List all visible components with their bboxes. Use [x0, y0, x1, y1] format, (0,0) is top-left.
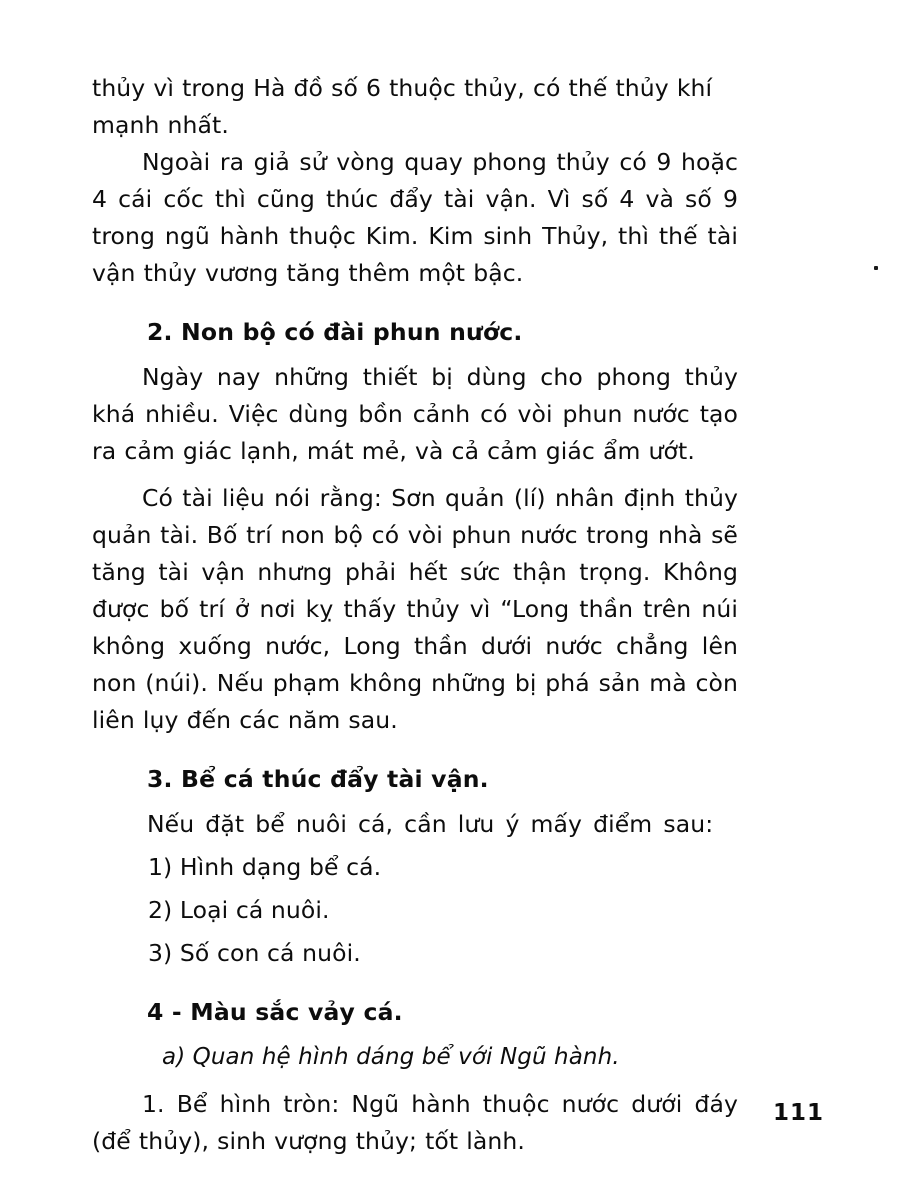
- paragraph-be-hinh-tron: 1. Bể hình tròn: Ngũ hành thuộc nước dưới đáy (để thủy), sinh vượng thủy; tốt lành.: [92, 1090, 738, 1155]
- list-item: 3) Số con cá nuôi.: [148, 939, 361, 967]
- paragraph-ngoai-ra: Ngoài ra giả sử vòng quay phong thủy có 9 hoặc 4 cái cốc thì cũng thúc đẩy tài vận. Vì số 4 và số 9 trong ngũ hành thuộc Kim. Kim sinh Thủy, thì thế tài vận thủy vương tăng thêm một bậc.: [92, 148, 738, 287]
- subheading-a-quan-he-hinh-dang: a) Quan hệ hình dáng bể với Ngũ hành.: [162, 1044, 620, 1070]
- list-intro-text: Nếu đặt bể nuôi cá, cần lưu ý mấy điểm sau:: [147, 810, 714, 838]
- page-number: 111: [772, 1100, 824, 1126]
- list-item: 1) Hình dạng bể cá.: [148, 853, 382, 881]
- paragraph-co-tai-lieu: Có tài liệu nói rằng: Sơn quản (lí) nhân định thủy quản tài. Bố trí non bộ có vòi phun nước trong nhà sẽ tăng tài vận nhưng phải hết sức thận trọng. Không được bố trí ở nơi kỵ thấy thủy vì “Long thần trên núi không xuống nước, Long thần dưới nước chẳng lên non (núi). Nếu phạm không những bị phá sản mà còn liên lụy đến các năm sau.: [92, 484, 738, 734]
- list-item: 2) Loại cá nuôi.: [148, 896, 330, 924]
- heading-4-mau-sac-vay-ca: 4 - Màu sắc vảy cá.: [147, 998, 403, 1026]
- heading-3-be-ca-thuc-day-tai-van: 3. Bể cá thúc đẩy tài vận.: [147, 765, 489, 793]
- text-column: [92, 70, 738, 1160]
- paragraph-continuation: thủy vì trong Hà đồ số 6 thuộc thủy, có thế thủy khí mạnh nhất.: [92, 74, 713, 139]
- heading-2-non-bo-co-dai-phun-nuoc: 2. Non bộ có đài phun nước.: [147, 318, 523, 346]
- paragraph-ngay-nay: Ngày nay những thiết bị dùng cho phong thủy khá nhiều. Việc dùng bồn cảnh có vòi phun nước tạo ra cảm giác lạnh, mát mẻ, và cả cảm giác ẩm ướt.: [92, 363, 738, 465]
- scan-speck-artifact: [874, 266, 878, 270]
